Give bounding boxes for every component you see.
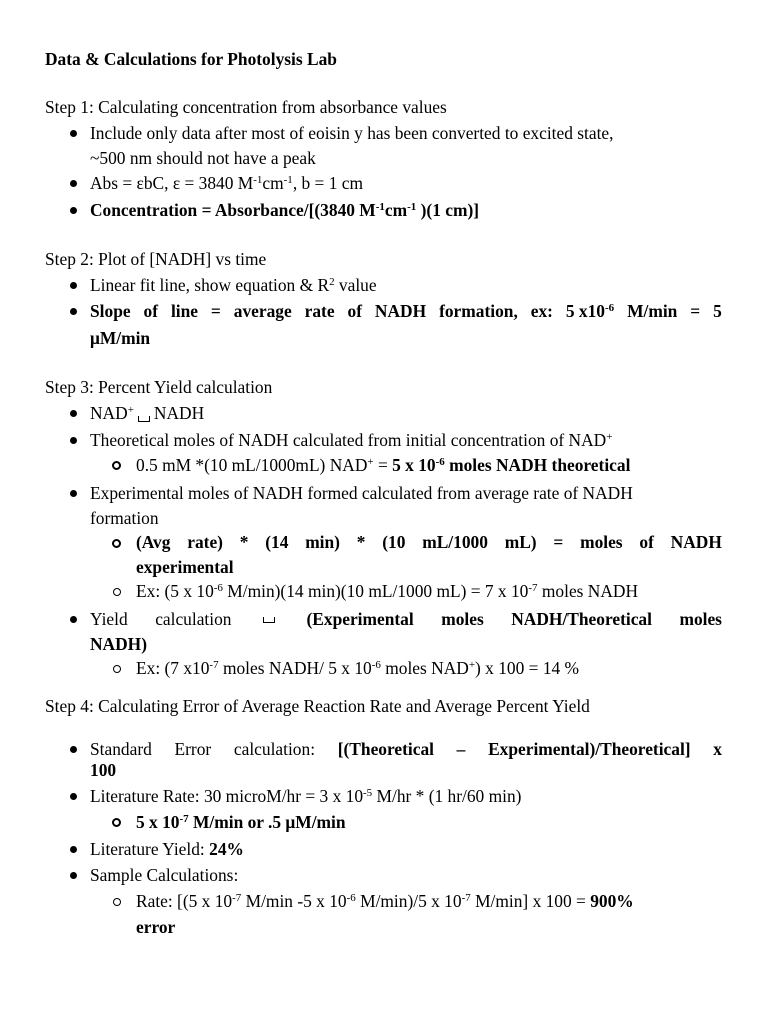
step3-bullet2: Theoretical moles of NADH calculated from initial concentration of NAD+ [90,430,613,450]
arrow-icon [263,617,275,623]
bullet-icon [70,437,77,444]
bullet-icon [70,308,77,315]
document-title: Data & Calculations for Photolysis Lab [45,49,337,69]
step2-bullet1: Linear fit line, show equation & $R^2$ value [90,275,377,295]
step4-sub1: 5 x $10^{-7}$ M/min or .5 μM/min [136,812,346,832]
step2-bullet2-line2: μM/min [90,328,151,348]
bullet-icon [70,490,77,497]
bullet-icon [70,130,77,137]
step3-sub3: Ex: (5 x $10^{-6}$ M/min)(14 min)(10 mL/1000 mL) = 7 x $10^{-7}$ moles NADH [136,581,639,601]
bullet-icon [70,746,77,753]
sub-bullet-icon [113,898,121,906]
step1-bullet3: Concentration = Absorbance/[(3840 $M^{-1}cm^{-1}$ )(1 cm)] [90,200,480,220]
sub-bullet-icon [113,665,121,673]
step1-heading: Step 1: Calculating concentration from absorbance values [45,97,447,117]
step4-heading: Step 4: Calculating Error of Average Reaction Rate and Average Percent Yield [45,696,590,716]
step1-bullet1-line1: Include only data after most of eoisin y has been converted to excited state, [90,123,614,143]
bullet-icon [70,282,77,289]
step3-bullet3-line1: Experimental moles of NADH formed calculated from average rate of NADH [90,483,633,503]
step3-sub2-line1: (Avg rate) * (14 min) * (10 mL/1000 mL) = moles of NADH [136,532,722,552]
step3-bullet4-line1: Yield calculation (Experimental moles NADH/Theoretical moles [90,609,722,629]
step3-heading: Step 3: Percent Yield calculation [45,377,273,397]
step3-bullet4-line2: NADH) [90,634,147,654]
step3-sub1: 0.5 mM *(10 mL/1000mL) NAD+ = 5 x $10^{-6}$ moles NADH theoretical [136,455,631,475]
bullet-icon [70,793,77,800]
step2-bullet2-line1: Slope of line = average rate of NADH formation, ex: 5 $x10^{-6}$ M/min = 5 [90,301,722,321]
bullet-icon [70,180,77,187]
step4-bullet3: Literature Yield: 24% [90,839,244,859]
sub-bullet-icon [112,461,121,470]
step4-bullet1-line2: 100 [90,760,117,780]
bullet-icon [70,207,77,214]
step1-bullet2: Abs = εbC, ε = 3840 $M^{-1}cm^{-1}$, b = 1 cm [90,173,363,193]
bullet-icon [70,846,77,853]
step4-bullet4: Sample Calculations: [90,865,239,885]
bullet-icon [70,616,77,623]
bullet-icon [70,410,77,417]
step2-heading: Step 2: Plot of [NADH] vs time [45,249,267,269]
step4-sub2-line2: error [136,917,176,937]
step3-bullet3-line2: formation [90,508,159,528]
bullet-icon [70,872,77,879]
step3-sub4: Ex: (7 $x10^{-7}$ moles NADH/ 5 x $10^{-6}$ moles NAD+) x 100 = 14 % [136,658,580,678]
step3-sub2-line2: experimental [136,557,234,577]
step4-sub2-line1: Rate: [(5 x $10^{-7}$ M/min -5 x $10^{-6}$ M/min)/5 x $10^{-7}$ M/min] x 100 = 900% [136,891,634,911]
sub-bullet-icon [113,588,121,596]
sub-bullet-icon [112,539,121,548]
step4-bullet1-line1: Standard Error calculation: [(Theoretical – Experimental)/Theoretical] x [90,739,722,759]
sub-bullet-icon [112,818,121,827]
step4-bullet2: Literature Rate: 30 microM/hr = 3 x $10^{-5}$ M/hr * (1 hr/60 min) [90,786,522,806]
reaction-arrow-icon [138,416,150,422]
step3-bullet1: NAD+ NADH [90,403,205,423]
step1-bullet1-line2: ~500 nm should not have a peak [90,148,316,168]
